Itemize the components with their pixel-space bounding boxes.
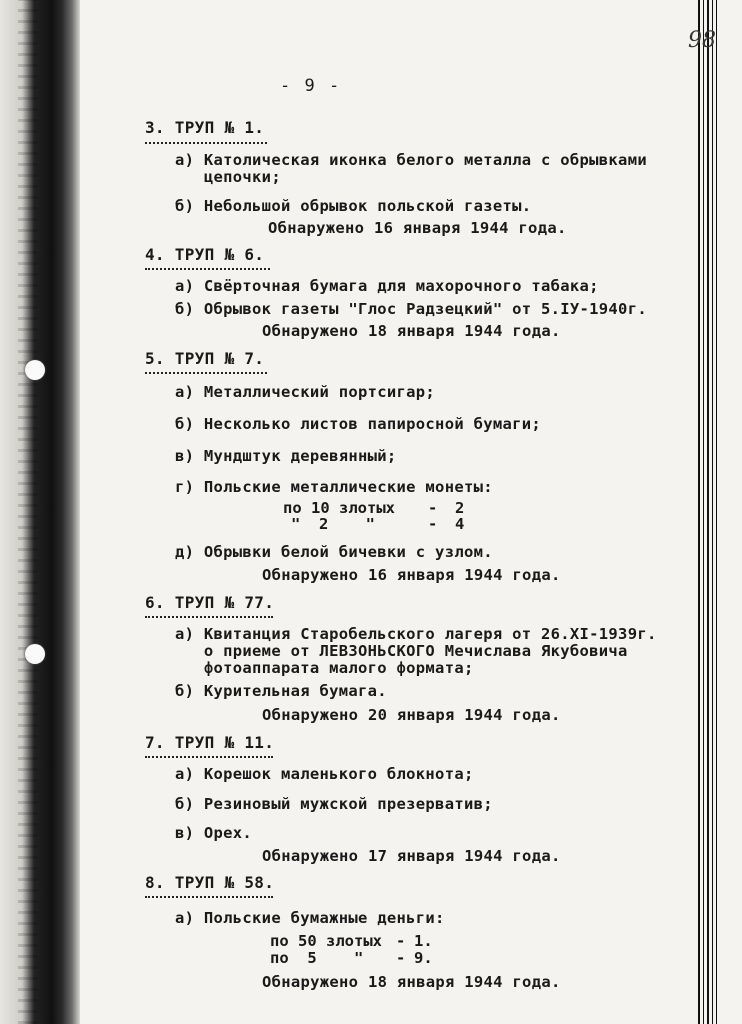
- item-line: б) Курительная бумага.: [175, 682, 387, 700]
- item-line: г) Польские металлические монеты:: [175, 478, 493, 496]
- coin-denomination: по 10 злотых: [283, 499, 395, 517]
- binding-spine-shadow: [0, 0, 80, 1024]
- banknote-count: 9.: [414, 949, 433, 967]
- section-heading: 5. ТРУП № 7.: [145, 349, 265, 368]
- banknote-denomination: по 50 злотых: [270, 932, 382, 950]
- section-heading: 4. ТРУП № 6.: [145, 245, 265, 264]
- item-line: д) Обрывки белой бичевки с узлом.: [175, 543, 493, 561]
- item-line: а) Свёрточная бумага для махорочного табака;: [175, 277, 599, 295]
- page-number: - 9 -: [280, 76, 342, 96]
- item-line: а) Католическая иконка белого металла с обрывками: [175, 151, 647, 169]
- banknote-dash: -: [396, 949, 406, 967]
- item-line: б) Обрывок газеты "Глос Радзецкий" от 5.IУ-1940г.: [175, 300, 647, 318]
- section-heading: 6. ТРУП № 77.: [145, 593, 275, 612]
- found-date: Обнаружено 16 января 1944 года.: [262, 566, 561, 584]
- coin-count: 4: [455, 515, 465, 533]
- handwritten-folio-number: 98: [688, 28, 716, 53]
- found-date: Обнаружено 18 января 1944 года.: [262, 322, 561, 340]
- item-line: цепочки;: [175, 168, 281, 186]
- banknote-denomination: по 5 ": [270, 949, 364, 967]
- section-heading: 8. ТРУП № 58.: [145, 873, 275, 892]
- found-date: Обнаружено 16 января 1944 года.: [268, 219, 567, 237]
- item-line: о приеме от ЛЕВЗОНЬСКОГО Мечислава Якубовича: [175, 642, 628, 660]
- item-line: а) Квитанция Старобельского лагеря от 26.XI-1939г.: [175, 625, 657, 643]
- punch-hole: [25, 360, 45, 380]
- section-heading: 7. ТРУП № 11.: [145, 733, 275, 752]
- item-line: б) Небольшой обрывок польской газеты.: [175, 197, 532, 215]
- banknote-count: 1.: [414, 932, 433, 950]
- coin-dash: -: [428, 515, 438, 533]
- found-date: Обнаружено 18 января 1944 года.: [262, 973, 561, 991]
- item-line: в) Мундштук деревянный;: [175, 447, 397, 465]
- coin-dash: -: [428, 499, 438, 517]
- punch-hole: [25, 644, 45, 664]
- item-line: б) Несколько листов папиросной бумаги;: [175, 415, 542, 433]
- item-line: в) Орех.: [175, 824, 253, 842]
- coin-count: 2: [455, 499, 465, 517]
- section-heading: 3. ТРУП № 1.: [145, 118, 265, 137]
- found-date: Обнаружено 20 января 1944 года.: [262, 706, 561, 724]
- item-line: а) Металлический портсигар;: [175, 383, 436, 401]
- found-date: Обнаружено 17 января 1944 года.: [262, 847, 561, 865]
- coin-denomination: " 2 ": [291, 515, 375, 533]
- item-line: б) Резиновый мужской презерватив;: [175, 795, 493, 813]
- page-edge-lines: [698, 0, 722, 1024]
- item-line: фотоаппарата малого формата;: [175, 659, 474, 677]
- item-line: а) Польские бумажные деньги:: [175, 909, 445, 927]
- item-line: а) Корешок маленького блокнота;: [175, 765, 474, 783]
- banknote-dash: -: [396, 932, 406, 950]
